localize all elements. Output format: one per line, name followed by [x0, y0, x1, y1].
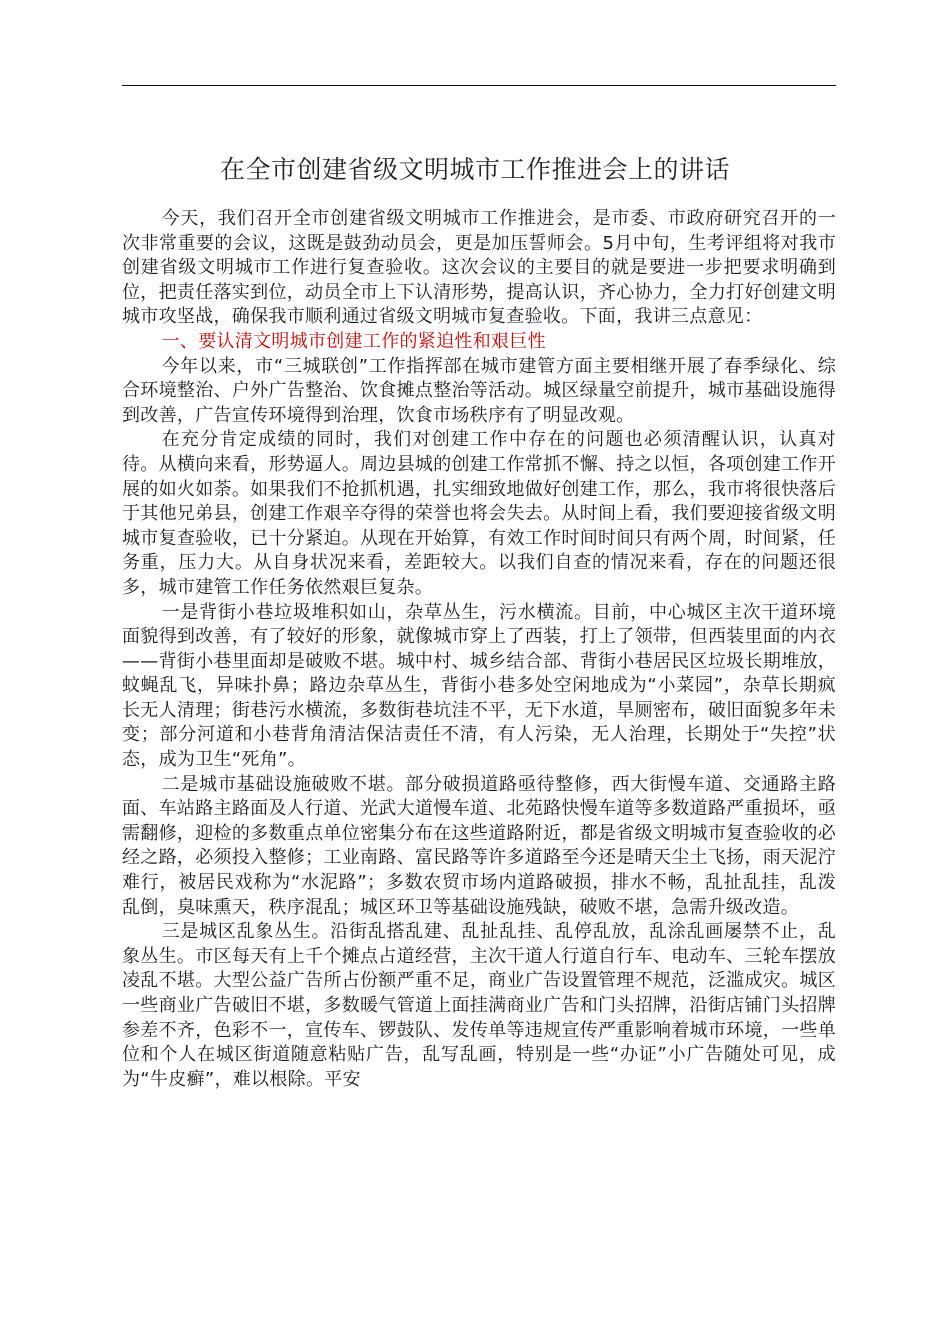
- header-rule: [122, 85, 836, 86]
- document-body: [122, 207, 836, 1092]
- paragraph-point-3: 三是城区乱象丛生。沿街乱搭乱建、乱扯乱挂、乱停乱放，乱涂乱画屡禁不止，乱象丛生。市区每天有上千个摊点占道经营，主次干道人行道自行车、电动车、三轮车摆放凌乱不堪。大型公益广告所占份额严重不足，商业广告设置管理不规范，泛滥成灾。城区一些商业广告破旧不堪，多数暖气管道上面挂满商业广告和门头招牌，沿街店铺门头招牌参差不齐，色彩不一，宣传车、锣鼓队、发传单等违规宣传严重影响着城市环境，一些单位和个人在城区街道随意粘贴广告，乱写乱画，特别是一些“办证”小广告随处可见，成为“牛皮癣”，难以根除。平安: [122, 921, 836, 1090]
- paragraph-point-2: 二是城市基础设施破败不堪。部分破损道路亟待整修，西大街慢车道、交通路主路面、车站路主路面及人行道、光武大道慢车道、北苑路快慢车道等多数道路严重损坏，亟需翻修，迎检的多数重点单位密集分布在这些道路附近，都是省级文明城市复查验收的必经之路，必须投入整修；工业南路、富民路等许多道路至今还是晴天尘土飞扬，雨天泥泞难行，被居民戏称为“水泥路”；多数农贸市场内道路破损，排水不畅，乱扯乱挂，乱泼乱倒，臭味熏天，秩序混乱；城区环卫等基础设施残缺，破败不堪，急需升级改造。: [122, 773, 836, 918]
- paragraph-progress: 今年以来，市“三城联创”工作指挥部在城市建管方面主要相继开展了春季绿化、综合环境整治、户外广告整治、饮食摊点整治等活动。城区绿量空前提升，城市基础设施得到改善，广告宣传环境得到治理，饮食市场秩序有了明显改观。: [122, 355, 836, 426]
- paragraph-point-1: 一是背街小巷垃圾堆积如山，杂草丛生，污水横流。目前，中心城区主次干道环境面貌得到改善，有了较好的形象，就像城市穿上了西装，打上了领带，但西装里面的内衣——背街小巷里面却是破败不堪。城中村、城乡结合部、背街小巷居民区垃圾长期堆放，蚊蝇乱飞，异味扑鼻；路边杂草丛生，背街小巷多处空闲地成为“小菜园”，杂草长期疯长无人清理；街巷污水横流，多数街巷坑洼不平，无下水道，旱厕密布，破旧面貌多年未变；部分河道和小巷背角清洁保洁责任不清，有人污染，无人治理，长期处于“失控”状态，成为卫生“死角”。: [122, 601, 836, 771]
- paragraph-intro: 今天，我们召开全市创建省级文明城市工作推进会，是市委、市政府研究召开的一次非常重要的会议，这既是鼓劲动员会，更是加压誓师会。5月中旬，生考评组将对我市创建省级文明城市工作进行复查验收。这次会议的主要目的就是要进一步把要求明确到位，把责任落实到位，动员全市上下认清形势，提高认识，齐心协力，全力打好创建文明城市攻坚战，确保我市顺利通过省级文明城市复查验收。下面，我讲三点意见：: [122, 208, 836, 328]
- section-heading-1: 一、要认清文明城市创建工作的紧迫性和艰巨性: [161, 330, 546, 352]
- paragraph-situation: 在充分肯定成绩的同时，我们对创建工作中存在的问题也必须清醒认识，认真对待。从横向来看，形势逼人。周边县城的创建工作常抓不懈、持之以恒，各项创建工作开展的如火如荼。如果我们不抢抓机遇，扎实细致地做好创建工作，那么，我市将很快落后于其他兄弟县，创建工作艰辛夺得的荣誉也将会失去。从时间上看，我们要迎接省级文明城市复查验收，已十分紧迫。从现在开始算，有效工作时间时间只有两个周，时间紧，任务重，压力大。从自身状况来看，差距较大。以我们自查的情况来看，存在的问题还很多，城市建管工作任务依然艰巨复杂。: [122, 429, 836, 598]
- document-title: 在全市创建省级文明城市工作推进会上的讲话: [219, 155, 730, 184]
